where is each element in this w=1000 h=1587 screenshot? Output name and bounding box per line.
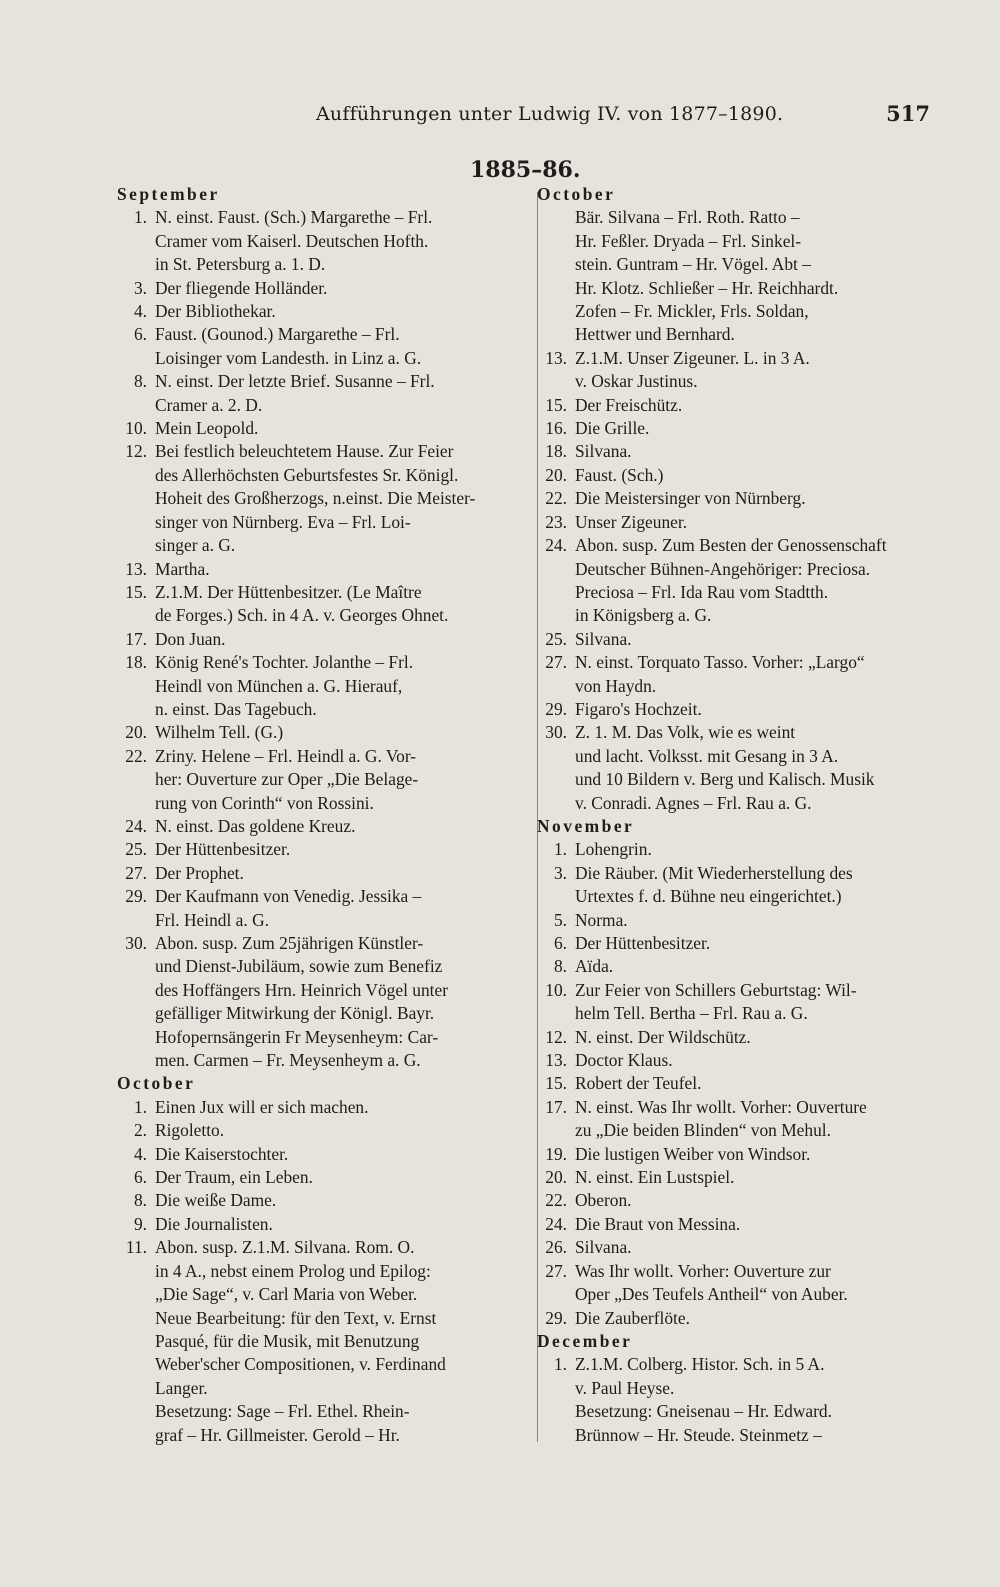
performance-entry [537,1189,941,1212]
entry-line: Die Meistersinger von Nürnberg. [575,488,806,509]
entry-text [155,745,525,815]
entry-line: n. einst. Das Tagebuch. [155,698,317,719]
performance-entry [537,628,941,651]
entry-text [575,862,941,909]
entry-line: Norma. [575,909,628,930]
entry-day: 17. [125,628,147,649]
performance-entry [537,417,941,440]
entry-line: Abon. susp. Z.1.M. Silvana. Rom. O. [155,1237,415,1258]
entry-text [155,628,525,651]
entry-text [575,1260,941,1307]
entry-line: in St. Petersburg a. 1. D. [155,254,326,275]
entry-day: 13. [125,558,147,579]
performance-entry [117,558,525,581]
entry-day: 25. [545,628,567,649]
entry-line: Oper „Des Teufels Antheil“ von Auber. [575,1284,848,1305]
entry-line: Der fliegende Holländer. [155,277,328,298]
entry-text [575,932,941,955]
performance-entry [117,1119,525,1142]
entry-line: Neue Bearbeitung: für den Text, v. Ernst [155,1307,437,1328]
entry-line: Cramer vom Kaiserl. Deutschen Hofth. [155,230,429,251]
entry-day: 18. [545,441,567,462]
continued-line: Bär. Silvana – Frl. Roth. Ratto – [575,207,800,228]
entry-text [155,721,525,744]
entry-line: Die Kaiserstochter. [155,1143,289,1164]
entry-text [155,1096,525,1119]
entry-line: Frl. Heindl a. G. [155,909,269,930]
entry-day: 24. [545,1213,567,1234]
performance-entry [537,347,941,394]
entry-text [575,1049,941,1072]
entry-text [155,885,525,932]
entry-line: Besetzung: Sage – Frl. Ethel. Rhein- [155,1401,410,1422]
entry-text [575,1213,941,1236]
entry-day: 8. [133,1190,147,1211]
entry-line: von Haydn. [575,675,657,696]
entry-line: graf – Hr. Gillmeister. Gerold – Hr. [155,1424,400,1445]
entry-day: 22. [125,745,147,766]
entry-line: Figaro's Hochzeit. [575,698,702,719]
entry-line: Oberon. [575,1190,632,1211]
entry-text [575,1166,941,1189]
entry-line: Langer. [155,1377,208,1398]
entry-line: Bei festlich beleuchtetem Hause. Zur Feier [155,441,454,462]
running-head [0,103,1000,133]
entry-line: Z.1.M. Der Hüttenbesitzer. (Le Maître [155,581,422,602]
entry-day: 24. [545,535,567,556]
entry-text [575,347,941,394]
performance-entry [117,651,525,721]
entry-line: Silvana. [575,1237,632,1258]
entry-text [575,1236,941,1259]
performance-entry [537,698,941,721]
entry-text [575,464,941,487]
performance-entry [117,440,525,557]
entry-line: Der Hüttenbesitzer. [155,839,291,860]
entry-line: Besetzung: Gneisenau – Hr. Edward. [575,1401,832,1422]
entry-day: 9. [133,1213,147,1234]
entry-text [575,1072,941,1095]
entry-text [155,862,525,885]
entry-text [575,440,941,463]
entry-line: Die lustigen Weiber von Windsor. [575,1143,811,1164]
entry-day: 15. [545,394,567,415]
entry-line: Hofopernsängerin Fr Meysenheym: Car- [155,1026,439,1047]
entry-day: 8. [553,956,567,977]
entry-line: in Königsberg a. G. [575,605,712,626]
entry-day: 4. [133,301,147,322]
entry-line: N. einst. Was Ihr wollt. Vorher: Ouverture [575,1096,867,1117]
performance-entry [537,1307,941,1330]
entry-text [155,1143,525,1166]
entry-text [155,370,525,417]
entry-text [155,1213,525,1236]
performance-entry [537,955,941,978]
entry-day: 15. [545,1073,567,1094]
performance-entry [537,394,941,417]
entry-line: und Dienst-Jubiläum, sowie zum Benefiz [155,956,443,977]
performance-entry [117,417,525,440]
entry-line: v. Oskar Justinus. [575,371,698,392]
entry-line: Faust. (Gounod.) Margarethe – Frl. [155,324,400,345]
entry-text [155,1189,525,1212]
entry-day: 17. [545,1096,567,1117]
entry-day: 15. [125,581,147,602]
continued-line: Hettwer und Bernhard. [575,324,735,345]
page-number: 517 [886,101,930,126]
performance-entry [537,979,941,1026]
entry-line: Die Journalisten. [155,1213,273,1234]
left-column [117,183,525,1447]
entry-line: und 10 Bildern v. Berg und Kalisch. Musik [575,769,875,790]
entry-text [155,558,525,581]
entry-line: N. einst. Faust. (Sch.) Margarethe – Frl. [155,207,433,228]
performance-entry [537,651,941,698]
entry-text [155,838,525,861]
entry-day: 11. [125,1237,147,1258]
performance-entry [537,1072,941,1095]
entry-text [575,1353,941,1447]
entry-line: Faust. (Sch.) [575,464,664,485]
performance-entry [117,1166,525,1189]
entry-line: Silvana. [575,441,632,462]
entry-text [575,1096,941,1143]
entry-day: 25. [125,839,147,860]
performance-entry [537,1213,941,1236]
entry-line: Pasqué, für die Musik, mit Benutzung [155,1330,420,1351]
entry-day: 20. [545,1167,567,1188]
entry-line: N. einst. Der Wildschütz. [575,1026,751,1047]
entry-text [575,1307,941,1330]
entry-line: Die Räuber. (Mit Wiederherstellung des [575,862,853,883]
continued-line: Zofen – Fr. Mickler, Frls. Soldan, [575,301,809,322]
entry-line: Wilhelm Tell. (G.) [155,722,284,743]
entry-line: Heindl von München a. G. Hierauf, [155,675,403,696]
performance-entry [117,1189,525,1212]
entry-line: Der Freischütz. [575,394,683,415]
month-heading: September [117,184,220,204]
entry-line: de Forges.) Sch. in 4 A. v. Georges Ohnet. [155,605,449,626]
entry-line: Aïda. [575,956,614,977]
entry-text [155,300,525,323]
entry-day: 6. [133,1167,147,1188]
entry-line: zu „Die beiden Blinden“ von Mehul. [575,1120,831,1141]
entry-text [155,323,525,370]
entry-text [575,417,941,440]
entry-line: Loisinger vom Landesth. in Linz a. G. [155,347,422,368]
entry-line: in 4 A., nebst einem Prolog und Epilog: [155,1260,431,1281]
entry-day: 22. [545,1190,567,1211]
performance-entry [537,1236,941,1259]
entry-text [575,979,941,1026]
entry-day: 2. [133,1120,147,1141]
entry-line: Brünnow – Hr. Steude. Steinmetz – [575,1424,822,1445]
entry-line: Die Zauberflöte. [575,1307,690,1328]
entry-line: des Allerhöchsten Geburtsfestes Sr. Königl. [155,464,459,485]
entry-line: des Hoffängers Hrn. Heinrich Vögel unter [155,979,448,1000]
entry-day: 29. [125,886,147,907]
entry-line: v. Paul Heyse. [575,1377,675,1398]
entry-text [575,511,941,534]
entry-line: Hoheit des Großherzogs, n.einst. Die Meister- [155,488,476,509]
entry-line: helm Tell. Bertha – Frl. Rau a. G. [575,1003,808,1024]
entry-line: Weber'scher Compositionen, v. Ferdinand [155,1354,446,1375]
entry-day: 19. [545,1143,567,1164]
entry-day: 8. [133,371,147,392]
entry-line: v. Conradi. Agnes – Frl. Rau a. G. [575,792,812,813]
entry-day: 29. [545,698,567,719]
entry-day: 29. [545,1307,567,1328]
performance-entry [117,721,525,744]
performance-entry [117,628,525,651]
entry-text [575,721,941,815]
entry-day: 6. [133,324,147,345]
entry-line: Einen Jux will er sich machen. [155,1096,369,1117]
entry-line: Don Juan. [155,628,226,649]
entry-day: 24. [125,815,147,836]
performance-entry [537,721,941,815]
performance-entry [117,885,525,932]
entry-day: 20. [545,464,567,485]
entry-line: rung von Corinth“ von Rossini. [155,792,374,813]
performance-entry [537,511,941,534]
entry-text [155,1236,525,1447]
month-heading: October [537,184,616,204]
entry-text [575,1026,941,1049]
entry-line: singer a. G. [155,535,236,556]
performance-entry [537,1026,941,1049]
entry-line: Der Kaufmann von Venedig. Jessika – [155,886,422,907]
entry-line: Lohengrin. [575,839,652,860]
entry-line: men. Carmen – Fr. Meysenheym a. G. [155,1050,421,1071]
entry-day: 4. [133,1143,147,1164]
performance-entry [117,1143,525,1166]
entry-text [575,487,941,510]
entry-text [155,581,525,628]
entry-line: Der Hüttenbesitzer. [575,933,711,953]
performance-entry [537,1049,941,1072]
entry-text [575,698,941,721]
entry-line: Abon. susp. Zum 25jährigen Künstler- [155,933,424,953]
entry-line: „Die Sage“, v. Carl Maria von Weber. [155,1284,418,1305]
entry-text [155,206,525,276]
entry-day: 27. [545,1260,567,1281]
performance-entry [537,932,941,955]
performance-entry [117,1236,525,1447]
performance-entry [117,300,525,323]
performance-entry [117,370,525,417]
entry-line: N. einst. Der letzte Brief. Susanne – Frl. [155,371,435,392]
performance-entry [537,1143,941,1166]
entry-day: 5. [553,909,567,930]
entry-day: 13. [545,347,567,368]
continued-line: stein. Guntram – Hr. Vögel. Abt – [575,254,811,275]
entry-line: Abon. susp. Zum Besten der Genossenschaft [575,535,887,556]
entry-day: 10. [125,418,147,439]
entry-text [155,1119,525,1142]
entry-day: 27. [545,652,567,673]
entry-text [575,1189,941,1212]
entry-day: 27. [125,862,147,883]
entry-line: Urtextes f. d. Bühne neu eingerichtet.) [575,886,842,907]
entry-line: Doctor Klaus. [575,1050,673,1071]
entry-text [575,838,941,861]
entry-day: 3. [553,862,567,883]
running-head-title: Aufführungen unter Ludwig IV. von 1877–1890. [316,103,784,125]
entry-day: 3. [133,277,147,298]
entry-text [155,651,525,721]
month-heading: December [537,1330,633,1351]
entry-day: 26. [545,1237,567,1258]
performance-entry [537,1166,941,1189]
entry-text [155,815,525,838]
performance-entry [537,534,941,628]
entry-line: und lacht. Volksst. mit Gesang in 3 A. [575,745,839,766]
entry-day: 18. [125,652,147,673]
season-heading: 1885–86. [470,157,581,183]
continued-line: Hr. Klotz. Schließer – Hr. Reichhardt. [575,277,839,298]
entry-line: N. einst. Torquato Tasso. Vorher: „Largo“ [575,652,865,673]
entry-text [575,1143,941,1166]
entry-text [155,1166,525,1189]
performance-entry [117,838,525,861]
performance-entry [117,581,525,628]
entry-line: Zur Feier von Schillers Geburtstag: Wil- [575,979,857,1000]
entry-line: Die Grille. [575,418,650,439]
entry-line: Deutscher Bühnen-Angehöriger: Preciosa. [575,558,871,579]
entry-line: N. einst. Ein Lustspiel. [575,1167,735,1188]
entry-line: Cramer a. 2. D. [155,394,263,415]
entry-text [575,955,941,978]
entry-day: 1. [133,207,147,228]
entry-line: Unser Zigeuner. [575,511,688,532]
entry-text [575,909,941,932]
entry-line: Z.1.M. Unser Zigeuner. L. in 3 A. [575,347,810,368]
performance-entry [537,862,941,909]
performance-entry [117,862,525,885]
entry-day: 1. [553,839,567,860]
right-column [537,183,941,1447]
entry-day: 10. [545,979,567,1000]
month-heading: November [537,815,635,836]
entry-line: Der Traum, ein Leben. [155,1167,313,1188]
entry-line: König René's Tochter. Jolanthe – Frl. [155,652,414,673]
entry-text [575,394,941,417]
performance-entry [117,323,525,370]
entry-day: 12. [545,1026,567,1047]
entry-day: 30. [545,722,567,743]
month-heading: October [117,1073,196,1094]
entry-text [575,651,941,698]
entry-line: singer von Nürnberg. Eva – Frl. Loi- [155,511,411,532]
entry-line: Die weiße Dame. [155,1190,277,1211]
entry-day: 22. [545,488,567,509]
entry-day: 30. [125,933,147,953]
entry-line: gefälliger Mitwirkung der Königl. Bayr. [155,1003,435,1024]
entry-text [155,417,525,440]
performance-entry [117,815,525,838]
performance-entry [117,745,525,815]
performance-entry [537,464,941,487]
entry-text [155,277,525,300]
entry-line: Zriny. Helene – Frl. Heindl a. G. Vor- [155,745,417,766]
entry-line: Preciosa – Frl. Ida Rau vom Stadtth. [575,581,829,602]
entry-text [155,932,525,1072]
entry-day: 13. [545,1050,567,1071]
entry-day: 23. [545,511,567,532]
performance-entry [117,932,525,1072]
entry-line: Der Bibliothekar. [155,301,276,322]
entry-day: 16. [545,418,567,439]
entry-day: 1. [553,1354,567,1375]
entry-line: N. einst. Das goldene Kreuz. [155,815,356,836]
performance-entry [117,206,525,276]
performance-entry [537,1260,941,1307]
performance-entry [537,909,941,932]
performance-entry [117,1213,525,1236]
entry-line: Z.1.M. Colberg. Histor. Sch. in 5 A. [575,1354,825,1375]
entry-line: her: Ouverture zur Oper „Die Belage- [155,769,419,790]
performance-entry [537,440,941,463]
entry-line: Martha. [155,558,210,579]
performance-entry [537,1096,941,1143]
entry-line: Silvana. [575,628,632,649]
entry-day: 1. [133,1096,147,1117]
entry-line: Rigoletto. [155,1120,225,1141]
performance-entry [537,487,941,510]
performance-entry [117,277,525,300]
entry-day: 6. [553,933,567,953]
continued-line: Hr. Feßler. Dryada – Frl. Sinkel- [575,230,802,251]
entry-line: Die Braut von Messina. [575,1213,741,1234]
entry-line: Robert der Teufel. [575,1073,702,1094]
entry-line: Z. 1. M. Das Volk, wie es weint [575,722,796,743]
entry-day: 20. [125,722,147,743]
entry-day: 12. [125,441,147,462]
entry-text [575,534,941,628]
entry-line: Was Ihr wollt. Vorher: Ouverture zur [575,1260,831,1281]
entry-text [575,628,941,651]
performance-entry [537,1353,941,1447]
entry-line: Der Prophet. [155,862,244,883]
performance-entry [117,1096,525,1119]
entry-text [155,440,525,557]
performance-entry [537,838,941,861]
entry-line: Mein Leopold. [155,418,259,439]
